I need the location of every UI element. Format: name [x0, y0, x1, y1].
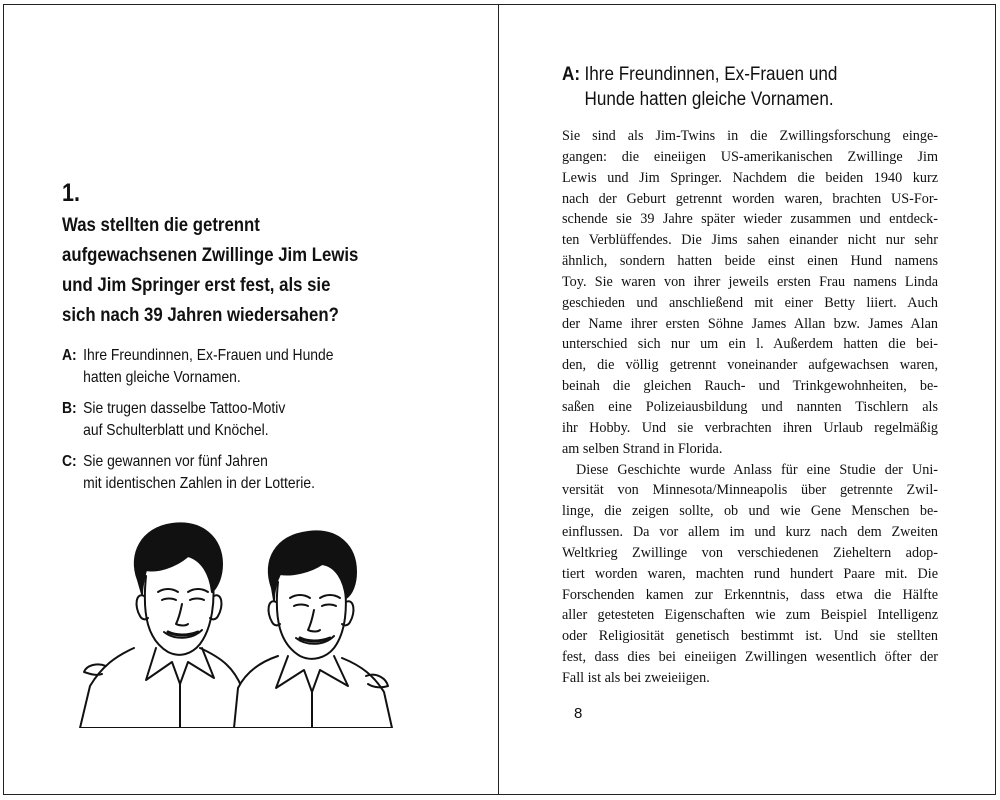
answer-line: Ihre Freundinnen, Ex-Frauen und	[584, 64, 838, 85]
text-line: Sie sind als Jim-Twins in die Zwillingsforschung einge-	[562, 128, 938, 144]
text-line: oder Religiosität genetisch bestimmt ist. Und sie stellten	[562, 628, 938, 645]
text-line: fest, dass dies bei eineiigen Zwillingen wesentlich öfter der	[562, 649, 938, 666]
question-line: sich nach 39 Jahren wiedersahen?	[62, 304, 339, 326]
text-line: geschieden und anschließend mit einer Betty liiert. Auch	[562, 294, 938, 311]
answer-heading	[562, 62, 940, 112]
text-line: saßen eine Polizeiausbildung und nannten Tischlern als	[562, 398, 938, 415]
text-line: Weltkrieg Zwillinge von verschiedenen Zieheltern adop-	[562, 544, 938, 561]
option-line: Sie gewannen vor fünf Jahren	[83, 453, 268, 470]
option-line: Ihre Freundinnen, Ex-Frauen und Hunde	[83, 347, 334, 364]
question-text	[62, 210, 389, 330]
right-page	[499, 4, 996, 795]
text-line: Forschenden kamen zur Erkenntnis, dass etwa die Hälfte	[562, 586, 938, 603]
paragraph-2	[562, 460, 938, 689]
option-letter: C:	[62, 453, 77, 470]
question-line: aufgewachsenen Zwillinge Jim Lewis	[62, 244, 359, 266]
text-line: ihr Hobby. Und sie verbrachten ihren Urlaub regelmäßig	[562, 419, 938, 436]
text-line: unterschied sich nur um ein l. Außerdem hatten die bei-	[562, 336, 938, 353]
text-line: einflussen. Da vor allem im und kurz nach dem Zweiten	[562, 524, 938, 541]
option-letter: A:	[62, 347, 77, 364]
text-line: ten Verblüffendes. Die Jims sahen einander nicht nur sehr	[562, 232, 938, 249]
text-line: versität von Minnesota/Minneapolis über getrennte Zwil-	[562, 482, 938, 499]
text-line: der Name ihrer ersten Söhne James Allan bzw. James Alan	[562, 315, 938, 332]
text-line: Toy. Sie waren von ihrer jeweils ersten Frau namens Linda	[562, 273, 938, 290]
option-b	[62, 398, 396, 442]
text-line: Fall ist als bei zweieiigen.	[562, 669, 710, 686]
option-line: Sie trugen dasselbe Tattoo-Motiv	[83, 400, 286, 417]
text-line: ähnlich, sondern hatten beide einst einen Hund namens	[562, 253, 938, 270]
text-line: aller getesteten Eigenschaften wie zum Beispiel Intelligenz	[562, 607, 938, 624]
twins-drawing	[76, 516, 396, 728]
question-number: 1.	[62, 179, 80, 207]
answer-line: Hunde hatten gleiche Vornamen.	[584, 89, 834, 110]
option-a	[62, 345, 396, 389]
text-line: nach der Geburt getrennt worden waren, brachten US-For-	[562, 190, 938, 207]
option-line: hatten gleiche Vornamen.	[83, 369, 241, 386]
option-c	[62, 451, 396, 495]
question-line: Was stellten die getrennt	[62, 214, 260, 236]
option-line: auf Schulterblatt und Knöchel.	[83, 422, 269, 439]
text-line: beinah die gleichen Rauch- und Trinkgewohnheiten, be-	[562, 378, 938, 395]
text-line: tiert worden waren, machten rund hundert Paare mit. Die	[562, 565, 938, 582]
option-letter: B:	[62, 400, 77, 417]
paragraph-1	[562, 126, 938, 460]
option-line: mit identischen Zahlen in der Lotterie.	[83, 475, 315, 492]
page-number: 8	[574, 705, 583, 722]
text-line: schende sie 39 Jahre später wieder zusammen und entdeck-	[562, 211, 938, 228]
text-line: Diese Geschichte wurde Anlass für eine Studie der Uni-	[576, 461, 938, 478]
text-line: den, die völlig getrennt voneinander aufgewachsen waren,	[562, 357, 938, 374]
question-line: und Jim Springer erst fest, als sie	[62, 274, 331, 296]
answer-options	[62, 345, 442, 504]
text-line: am selben Strand in Florida.	[562, 440, 723, 457]
text-line: gangen: die eineiigen US-amerikanischen Zwillinge Jim	[562, 148, 938, 165]
explanation-text	[562, 126, 938, 689]
answer-letter: A:	[562, 64, 581, 85]
left-page	[4, 4, 498, 795]
text-line: Lewis und Jim Springer. Nachdem die beiden 1940 kurz	[562, 169, 938, 186]
text-line: linge, die zeigen sollte, ob und wie Gene Menschen be-	[562, 503, 938, 520]
